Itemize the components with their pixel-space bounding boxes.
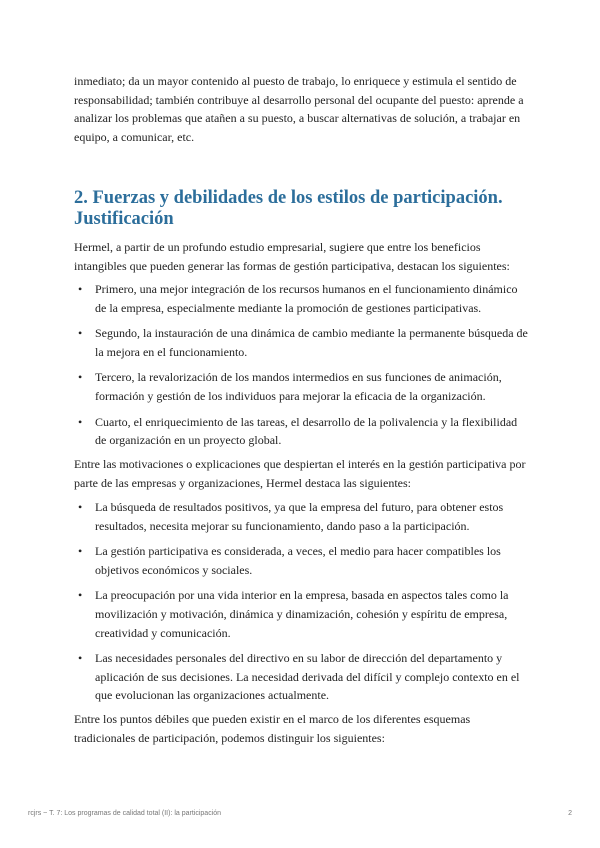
list-item xyxy=(74,586,528,642)
list-item-text: Tercero, la revalorización de los mandos intermedios en sus funciones de animación, formación y gestión de los individuos para mejorar la eficacia de la organización. xyxy=(95,370,502,403)
weak-points-paragraph: Entre los puntos débiles que pueden existir en el marco de los diferentes esquemas tradicionales de participación, podemos distinguir los siguientes: xyxy=(74,712,471,745)
motivations-paragraph: Entre las motivaciones o explicaciones que despiertan el interés en la gestión participativa por parte de las empresas y organizaciones, Hermel destaca las siguientes: xyxy=(74,457,526,490)
list-item xyxy=(74,413,528,450)
bullet-icon: • xyxy=(78,414,83,429)
bullet-icon: • xyxy=(78,651,83,666)
intro-paragraph: inmediato; da un mayor contenido al puesto de trabajo, lo enriquece y estimula el sentido de responsabilidad; también contribuye al desarrollo personal del ocupante del puesto: aprende a analizar los problemas que atañen a su puesto, a buscar alternativas de solución, a trabajar en equipo, a comunicar, etc. xyxy=(74,74,524,144)
list-item-text: La búsqueda de resultados positivos, ya que la empresa del futuro, para obtener estos resultados, necesita mejorar su funcionamiento, dando paso a la participación. xyxy=(95,500,504,533)
benefits-list xyxy=(74,280,528,450)
page-number: 2 xyxy=(568,810,572,817)
bullet-icon: • xyxy=(78,588,83,603)
list-item-text: Las necesidades personales del directivo en su labor de dirección del departamento y aplicación de sus decisiones. La necesidad derivada del difícil y complejo contexto en el que evolucionan las organizaciones actualmente. xyxy=(95,651,520,703)
bullet-icon: • xyxy=(78,544,83,559)
list-item xyxy=(74,542,528,579)
section-heading: 2. Fuerzas y debilidades de los estilos de participación. Justificación xyxy=(74,188,503,229)
bullet-icon: • xyxy=(78,326,83,341)
list-item xyxy=(74,280,528,317)
list-item xyxy=(74,368,528,405)
hermel-paragraph: Hermel, a partir de un profundo estudio empresarial, sugiere que entre los beneficios intangibles que pueden generar las formas de gestión participativa, destacan los siguientes: xyxy=(74,240,510,273)
list-item-text: Primero, una mejor integración de los recursos humanos en el funcionamiento dinámico de la empresa, especialmente mediante la promoción de gestiones participativas. xyxy=(95,282,518,315)
list-item xyxy=(74,324,528,361)
list-item xyxy=(74,498,528,535)
motivations-list xyxy=(74,498,528,705)
bullet-icon: • xyxy=(78,282,83,296)
list-item-text: Segundo, la instauración de una dinámica de cambio mediante la permanente búsqueda de la mejora en el funcionamiento. xyxy=(95,326,528,359)
footer-title: rcjrs ~ T. 7: Los programas de calidad total (II): la participación xyxy=(28,810,222,817)
bullet-icon: • xyxy=(78,370,83,385)
list-item-text: La preocupación por una vida interior en la empresa, basada en aspectos tales como la movilización y motivación, dinámica y dinamización, cohesión y espíritu de empresa, creatividad y comunicación. xyxy=(95,588,509,640)
list-item xyxy=(74,649,528,705)
page-footer xyxy=(28,810,572,817)
list-item-text: La gestión participativa es considerada, a veces, el medio para hacer compatibles los objetivos económicos y sociales. xyxy=(95,544,501,577)
list-item-text: Cuarto, el enriquecimiento de las tareas, el desarrollo de la polivalencia y la flexibilidad de organización en un proyecto global. xyxy=(95,414,518,448)
bullet-icon: • xyxy=(78,500,83,514)
